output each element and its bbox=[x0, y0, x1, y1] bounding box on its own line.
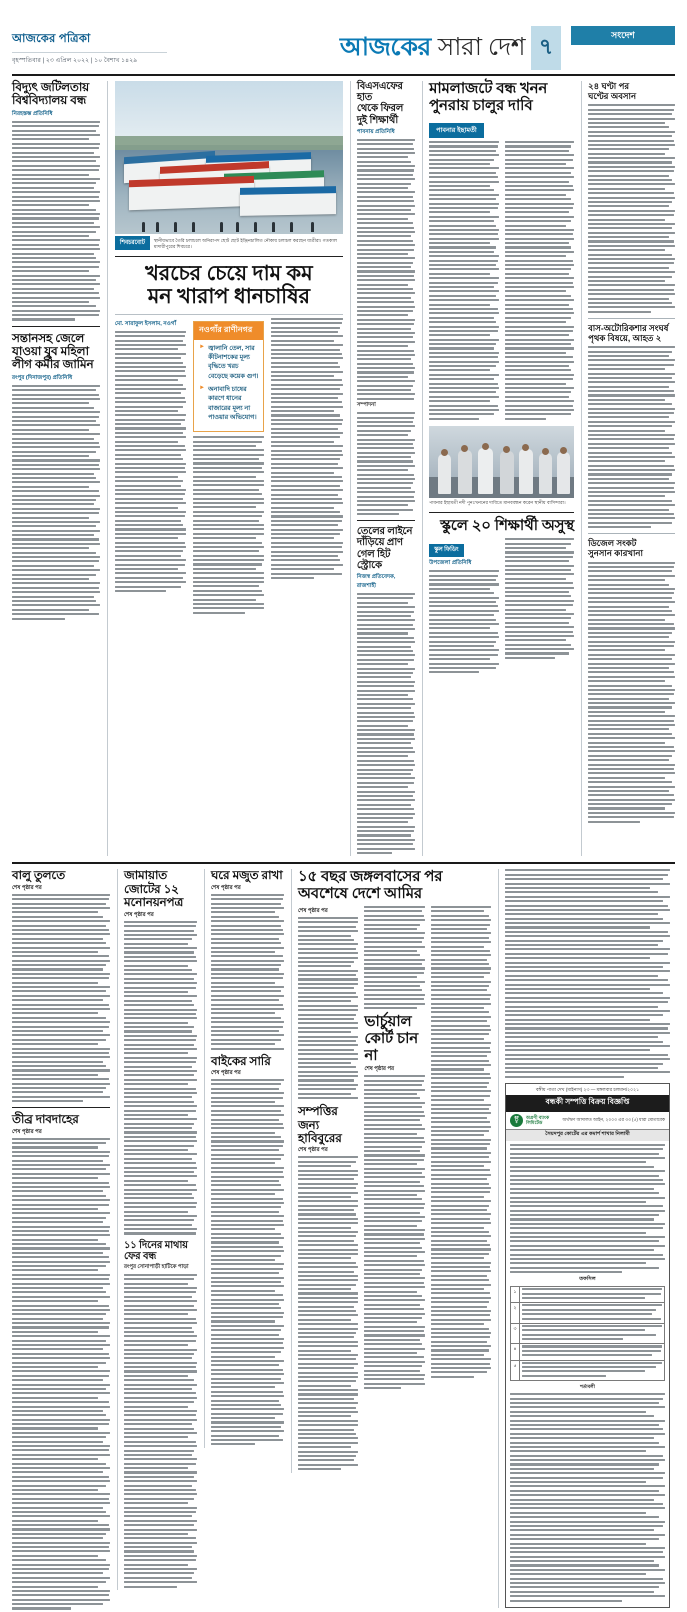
table-row bbox=[511, 1303, 665, 1324]
amir-col-c bbox=[431, 906, 491, 1473]
bank-logo-icon: ⚧ bbox=[510, 1114, 523, 1127]
digging-tag-row bbox=[429, 119, 574, 139]
school-col-b bbox=[505, 538, 575, 675]
highlight-box-header: নওগাঁর রাণীনগর bbox=[194, 322, 263, 340]
highlight-item bbox=[199, 385, 258, 422]
ad-top-line: বঙ্গীয় পাতা দেখ (মাইনাস) ২৩ — মঙ্গলবার চলমান/২০২১ bbox=[535, 1086, 640, 1092]
story-heat-cont: শেষ পৃষ্ঠার পর bbox=[12, 1128, 42, 1135]
story-jamaat-headline: জামায়াত জোটের ১২ মনোনয়নপত্র bbox=[124, 868, 184, 910]
story-bail-headline: সন্তানসহ জেলে যাওয়া যুব মহিলা লীগ কর্মীর জামিন bbox=[12, 330, 94, 372]
amir-col-a bbox=[298, 906, 358, 1473]
lower-column-amir bbox=[291, 869, 491, 1472]
paddy-col-c bbox=[271, 318, 342, 616]
sidebar-item-title: ডিজেল সংকট সুনসান কারখানা bbox=[588, 538, 643, 559]
sidebar-header: সংদেশ bbox=[571, 26, 675, 45]
sidebar-divider bbox=[588, 318, 675, 319]
story-digging-headline: মামলাজটে বন্ধ খনন পুনরায় চালুর দাবি bbox=[429, 80, 548, 114]
highlight-item bbox=[199, 344, 258, 381]
story-heat-body bbox=[12, 1138, 110, 1610]
story-school-body-b bbox=[505, 538, 575, 659]
row-content bbox=[520, 1303, 665, 1324]
table-row bbox=[511, 1287, 665, 1303]
table-row bbox=[511, 1323, 665, 1344]
column-digging bbox=[422, 81, 574, 856]
newspaper-page bbox=[0, 26, 687, 1390]
story-amir-body-c bbox=[431, 906, 491, 1378]
masthead-brand-block bbox=[12, 26, 192, 70]
story-bsf-subnote: সম্পাদনা bbox=[356, 402, 376, 409]
story-bsf-byline: পাবনায় প্রতিনিধি bbox=[356, 128, 395, 135]
column-bsf bbox=[350, 81, 415, 856]
masthead-rule bbox=[12, 74, 675, 76]
divider-bsf bbox=[357, 520, 415, 521]
story-sand-cont: শেষ পৃষ্ঠার পর bbox=[12, 884, 42, 891]
ad-schedule-table bbox=[510, 1286, 665, 1381]
lower-section-rule bbox=[12, 862, 675, 864]
photo-caption: স্থানীয়ভাবে তৈরি চলাচলে অনিরাপদ ছোট ছোট ইঞ্জিনচালিত নৌকায় চলাচল করছেন যাত্রীরা। গতকাল মাদারীপুরের শিবচরে। bbox=[153, 238, 338, 250]
divider-col1 bbox=[12, 326, 100, 327]
story-paddy-body-a bbox=[115, 331, 186, 592]
digging-col-a bbox=[429, 141, 499, 422]
paddy-col-b bbox=[193, 318, 264, 616]
story-closed11-headline: ১১ দিনের মাথায় ফের বন্ধ bbox=[124, 1239, 188, 1262]
story-hoard-headline: ঘরে মজুত রাখা bbox=[211, 868, 283, 883]
story-bikes-body bbox=[211, 1079, 284, 1445]
section-title bbox=[192, 26, 531, 70]
row-number: ২ bbox=[511, 1303, 520, 1324]
row-number: ১ bbox=[511, 1287, 520, 1303]
ad-header: বন্ধকী সম্পত্তি বিক্রয় বিজ্ঞপ্তি bbox=[506, 1095, 669, 1112]
story-paddy-body-b bbox=[193, 436, 264, 614]
river-boats-photo bbox=[115, 81, 343, 234]
story-bsf-body-2 bbox=[357, 412, 415, 515]
lower-column-1 bbox=[12, 869, 110, 1611]
column-1 bbox=[12, 81, 100, 856]
story-property-body bbox=[298, 1156, 358, 1470]
story-university-byline: নিরহস্তম্ভ প্রতিনিধি bbox=[12, 110, 53, 117]
divider-lead bbox=[115, 256, 343, 257]
divider-school bbox=[429, 512, 574, 513]
story-jamaat-body bbox=[124, 921, 197, 1235]
story-school-byline: উপজেলা প্রতিনিধি bbox=[429, 560, 472, 567]
story-heatstroke-body bbox=[357, 593, 415, 854]
table-row bbox=[511, 1344, 665, 1360]
story-heatstroke-byline: নিজস্ব প্রতিবেদক, রাজশাহী bbox=[356, 573, 396, 589]
amir-body-columns bbox=[298, 906, 491, 1473]
story-digging-tag: পাবনার ইছামতী bbox=[429, 123, 484, 139]
paddy-body-columns bbox=[115, 318, 343, 616]
lower-column-ad bbox=[498, 869, 670, 1608]
row-content bbox=[520, 1344, 665, 1360]
ad-body bbox=[506, 1141, 669, 1607]
photo-tag: শিবচরবোট bbox=[115, 236, 150, 250]
story-bail-byline: রংপুর (দিনাজপুর) প্রতিনিধি bbox=[12, 374, 73, 381]
story-digging-body-b bbox=[505, 141, 575, 420]
ad-footer-title: শর্তাবলী bbox=[580, 1384, 595, 1390]
divider-heat bbox=[12, 1107, 110, 1108]
story-jamaat-cont: শেষ পৃষ্ঠার পর bbox=[124, 911, 154, 918]
story-bsf-headline: বিএসএফের হাত থেকে ফিরল দুই শিক্ষার্থী bbox=[356, 81, 404, 126]
story-sand-body bbox=[12, 894, 110, 1102]
digging-body-columns bbox=[429, 141, 574, 422]
school-col-a bbox=[429, 538, 499, 675]
story-bsf-body bbox=[357, 139, 415, 400]
story-paddy-byline: মো. সারাফুল ইসলাম, নওগাঁ bbox=[114, 320, 177, 327]
story-paddy-body-c bbox=[271, 318, 342, 579]
amir-col-b bbox=[364, 906, 424, 1473]
story-amir-cont: শেষ পৃষ্ঠার পর bbox=[298, 908, 328, 914]
ad-bank-name: অগ্রণী ব্যাংক লিমিটেড bbox=[526, 1114, 550, 1126]
section-title-primary: আজকের bbox=[339, 32, 431, 61]
ad-paragraph bbox=[510, 1144, 665, 1273]
story-closed11-byline: রংপুর সোনাপাড়ী হাটিকে পাড়া bbox=[124, 1263, 189, 1270]
story-school-headline: স্কুলে ২০ শিক্ষার্থী অসুস্থ bbox=[440, 516, 575, 534]
story-virtual-cont: শেষ পৃষ্ঠার পর bbox=[364, 1066, 394, 1073]
sidebar-item-body bbox=[588, 562, 675, 823]
story-hoard-body bbox=[211, 894, 284, 1050]
page-body bbox=[12, 81, 675, 856]
story-school-tag: স্কুল ফিডিং bbox=[429, 544, 463, 558]
story-sand-headline: বালু তুলতে bbox=[12, 868, 66, 883]
story-virtual-body bbox=[364, 1075, 424, 1389]
bullet-icon: ► bbox=[199, 385, 206, 391]
politicians-photo-caption: পাবনার ইছামতী নদী পুনঃখননের দাবিতে মানববন্ধন করেন স্থানীয় বাসিন্দারা। bbox=[429, 500, 566, 506]
story-property-cont: শেষ পৃষ্ঠার পর bbox=[298, 1147, 328, 1154]
highlight-box bbox=[193, 321, 264, 432]
ad-legal-note: অর্থঋণ আদালত আইন, ২০০৩ এর ৩৩ (৫) ধারা মোতাবেক bbox=[562, 1117, 665, 1123]
highlight-item-text: অনাবাদি চাষের কারণে ধানের বাজারের মূল্য না পাওয়ার অভিযোগ। bbox=[208, 386, 257, 421]
story-closed11-body bbox=[124, 1274, 197, 1588]
sidebar-divider bbox=[588, 533, 675, 534]
story-virtual-headline: ভার্চুয়াল কোর্ট চান না bbox=[364, 1013, 418, 1064]
story-university-body bbox=[12, 121, 100, 321]
page-number: ৭ bbox=[531, 26, 561, 70]
row-content bbox=[520, 1360, 665, 1381]
lower-column-2 bbox=[117, 869, 197, 1590]
row-content bbox=[520, 1323, 665, 1344]
brand-name: আজকের পত্রিকা bbox=[12, 33, 91, 45]
digging-col-b bbox=[505, 141, 575, 422]
lower-column-3 bbox=[204, 869, 284, 1447]
story-digging-body-a bbox=[429, 141, 499, 420]
story-paddy-headline: খরচের চেয়ে দাম কম মন খারাপ ধানচাষির bbox=[145, 261, 313, 309]
story-school-body-a bbox=[429, 570, 499, 673]
story-hoard-cont: শেষ পৃষ্ঠার পর bbox=[211, 884, 241, 891]
sidebar-item-title: বাস-অটোরিকশার সংঘর্ষ পৃথক বিষয়ে, আহত ২ bbox=[588, 322, 669, 343]
advertisement-box bbox=[505, 1083, 670, 1608]
story-amir-headline: ১৫ বছর জঙ্গলবাসের পর অবশেষে দেশে আমির bbox=[298, 868, 443, 903]
row-content bbox=[520, 1287, 665, 1303]
story-property-headline: সম্পত্তির জন্য হাবিবুরের bbox=[298, 1104, 342, 1145]
sidebar-column bbox=[581, 81, 675, 856]
sidebar-item-body bbox=[588, 104, 675, 312]
bullet-icon: ► bbox=[199, 343, 206, 350]
story-bikes-headline: বাইকের সারি bbox=[211, 1053, 271, 1068]
lower-section bbox=[12, 869, 675, 1611]
sidebar-header-block bbox=[571, 26, 675, 70]
ad-column-body bbox=[505, 869, 670, 1077]
sidebar-item-title: ২৪ ঘণ্টা পর ঘণ্টের অবসান bbox=[588, 81, 637, 102]
highlight-item-text: জ্বালানি তেল, সার কীটনাশকের মূল্য বৃদ্ধিতে খরচ বেড়েছে কয়েক গুণ। bbox=[208, 344, 259, 380]
row-number: ৪ bbox=[511, 1344, 520, 1360]
story-amir-body-b bbox=[364, 906, 424, 1009]
paddy-col-a bbox=[115, 318, 186, 616]
story-bikes-cont: শেষ পৃষ্ঠার পর bbox=[211, 1070, 241, 1076]
story-university-headline: বিদ্যুৎ জটিলতায় বিশ্ববিদ্যালয় বন্ধ bbox=[12, 80, 90, 108]
photo-caption-row bbox=[115, 236, 343, 251]
row-number: ৩ bbox=[511, 1323, 520, 1344]
masthead bbox=[12, 26, 675, 70]
story-heat-headline: তীব্র দাবদাহের bbox=[12, 1112, 79, 1127]
story-heatstroke-headline: তেলের লাইনে দাঁড়িয়ে প্রাণ গেল হিট স্ট্রোকে bbox=[356, 526, 413, 571]
school-body-columns bbox=[429, 538, 574, 675]
section-title-secondary: সারা দেশ bbox=[437, 32, 525, 61]
politicians-photo bbox=[429, 426, 574, 498]
ad-schedule-title: তফসিল bbox=[579, 1276, 596, 1283]
publication-date: বৃহস্পতিবার | ২৩ এপ্রিল ২০২২ | ১০ বৈশাখ ১৪২৯ bbox=[12, 52, 167, 66]
table-row bbox=[511, 1360, 665, 1381]
sidebar-item-body bbox=[588, 346, 675, 528]
story-amir-body-a bbox=[298, 917, 358, 1099]
ad-band: সৈয়দপুর কোর্টের এর কমার্শ শাখার নিলামী bbox=[506, 1130, 669, 1141]
column-2-lead bbox=[107, 81, 343, 856]
row-number: ৫ bbox=[511, 1360, 520, 1381]
ad-bank-row bbox=[506, 1112, 669, 1130]
ad-terms bbox=[510, 1393, 665, 1601]
story-bail-body bbox=[12, 385, 100, 620]
